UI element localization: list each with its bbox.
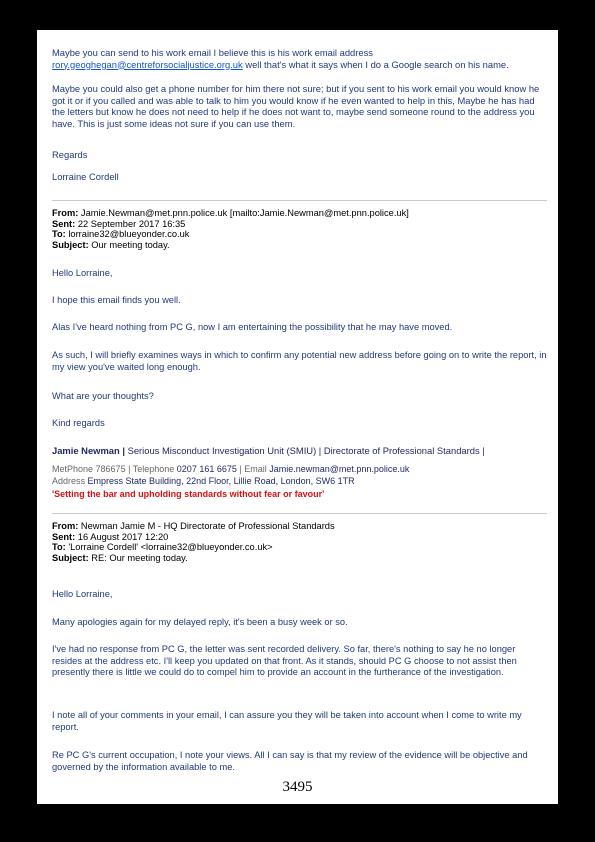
divider	[52, 513, 547, 514]
email2-address-line: Address Empress State Building, 22nd Floor, Lillie Road, London, SW6 1TR	[52, 476, 355, 486]
email3-greeting: Hello Lorraine,	[52, 589, 113, 599]
email3-p3: I note all of your comments in your email, I can assure you they will be taken into account when I come to write my report.	[52, 710, 522, 732]
email3-p4: Re PC G's current occupation, I note your views. All I can say is that my review of the evidence will be objective and governed by the information available to me.	[52, 750, 528, 772]
email3-sent: Sent: 16 August 2017 12:20	[52, 531, 169, 542]
email3-header	[52, 521, 547, 563]
email2-subject: Subject: Our meeting today.	[52, 239, 170, 250]
email1-paragraph2: Maybe you could also get a phone number for him there not sure; but if you sent to his work email you would know he got it or if you called and was able to talk to him you would know if he even wanted to help in this, Maybe he has had the letters but know he does not need to help if he does not want to, maybe send someone round to the address you have. This is just some ideas not sure if you can use them.	[52, 83, 540, 129]
email2-sent: Sent: 22 September 2017 16:35	[52, 218, 186, 229]
email2-p3: As such, I will briefly examines ways in which to confirm any potential new address before going on to write the report, in my view you've waited long enough.	[52, 350, 547, 372]
email-link[interactable]: rory.geoghegan@centreforsocialjustice.org.uk	[52, 58, 243, 70]
email2-greeting: Hello Lorraine,	[52, 268, 113, 278]
email2-from: From: Jamie.Newman@met.pnn.police.uk [mailto:Jamie.Newman@met.pnn.police.uk]	[52, 208, 409, 218]
email3-to: To: 'Lorraine Cordell' <lorraine32@blueyonder.co.uk>	[52, 542, 273, 552]
email2-p2: Alas I've heard nothing from PC G, now I am entertaining the possibility that he may have moved.	[52, 322, 453, 332]
email1-line2: well that's what it says when I do a Google search on his name.	[242, 58, 509, 70]
email3-from: From: Newman Jamie M - HQ Directorate of Professional Standards	[52, 521, 335, 531]
email2-motto: 'Setting the bar and upholding standards without fear or favour'	[52, 489, 325, 499]
email1-paragraph1	[52, 47, 547, 70]
email1-regards: Regards	[52, 149, 88, 160]
email1-line1: Maybe you can send to his work email I believe this is his work email address	[52, 47, 373, 58]
email2-to: To: lorraine32@blueyonder.co.uk	[52, 229, 190, 239]
email3-p1: Many apologies again for my delayed reply, it's been a busy week or so.	[52, 617, 348, 627]
email2-closing: Kind regards	[52, 418, 105, 428]
email1-signature: Lorraine Cordell	[52, 171, 119, 182]
email3-p2: I've had no response from PC G, the letter was sent recorded delivery. So far, there's nothing to say he no longer resides at the address etc. I'll keep you updated on that front. As it stands, should PC G choose to not assist then presently there is little we could do to compel him to provide an account in the furtherance of the investigation.	[52, 644, 517, 677]
email2-header	[52, 208, 547, 250]
divider	[52, 200, 547, 201]
email2-contact-line: MetPhone 786675 | Telephone 0207 161 6675 | Email Jamie.newman@met.pnn.police.uk	[52, 464, 410, 474]
email2-signature-line: Jamie Newman | Serious Misconduct Investigation Unit (SMIU) | Directorate of Professional Standards |	[52, 445, 485, 456]
email3-subject: Subject: RE: Our meeting today.	[52, 552, 188, 563]
email2-p4: What are your thoughts?	[52, 391, 154, 401]
page-number: 3495	[282, 779, 313, 795]
email2-p1: I hope this email finds you well.	[52, 295, 181, 305]
document-page	[37, 30, 558, 804]
